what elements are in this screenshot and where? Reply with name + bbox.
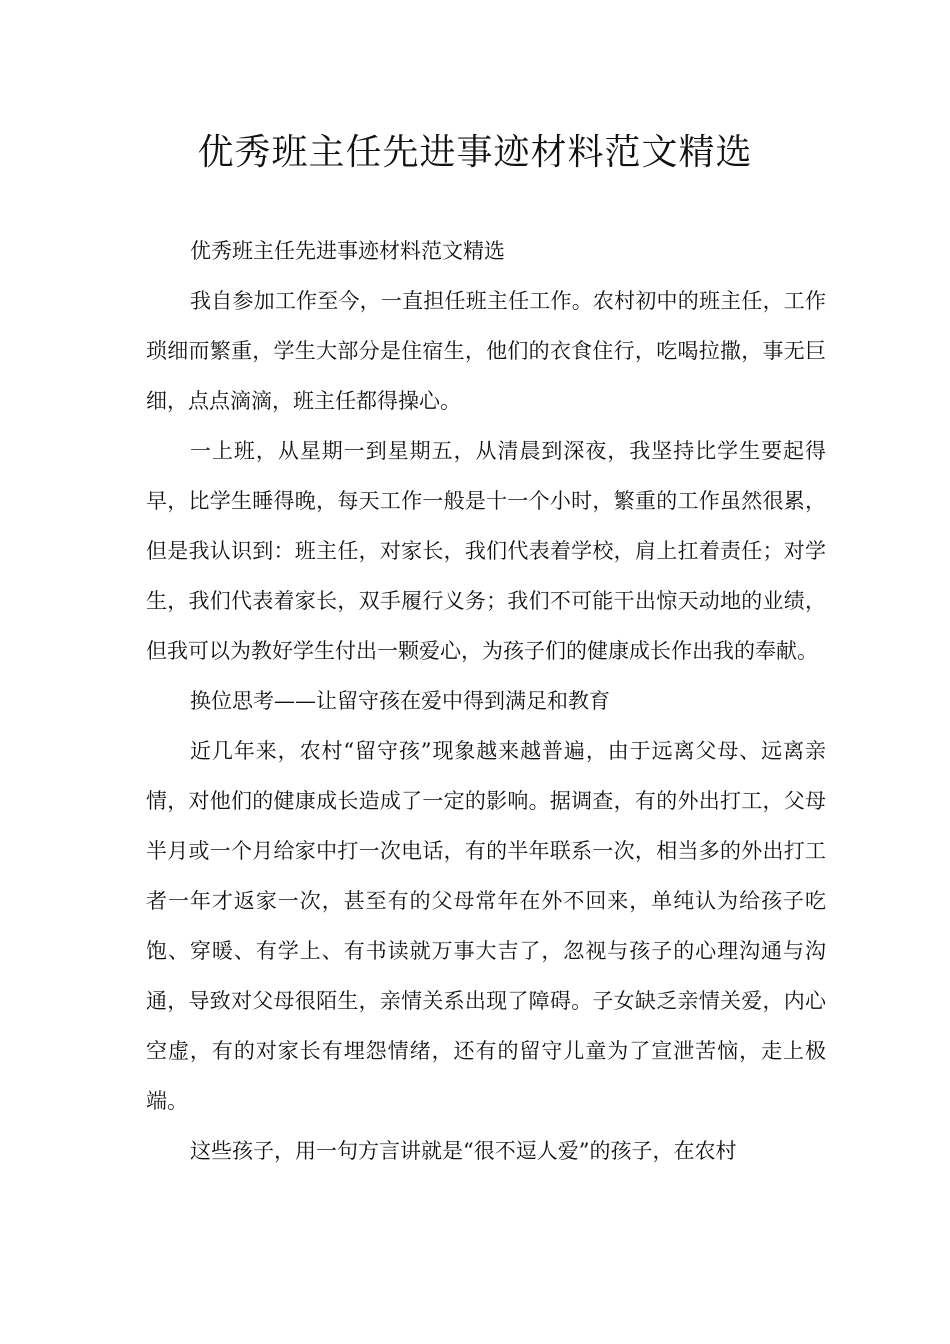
document-body (146, 226, 826, 1176)
paragraph-subtitle: 优秀班主任先进事迹材料范文精选 (190, 239, 505, 263)
paragraph: 一上班，从星期一到星期五，从清晨到深夜，我坚持比学生要起得早，比学生睡得晚，每天工作一般是十一个小时，繁重的工作虽然很累，但是我认识到：班主任，对家长，我们代表着学校，肩上扛着责任；对学生，我们代表着家长，双手履行义务；我们不可能干出惊天动地的业绩，但我可以为教好学生付出一颗爱心，为孩子们的健康成长作出我的奉献。 (146, 439, 826, 663)
paragraph: 我自参加工作至今，一直担任班主任工作。农村初中的班主任，工作琐细而繁重，学生大部分是住宿生，他们的衣食住行，吃喝拉撒，事无巨细，点点滴滴，班主任都得操心。 (146, 289, 826, 413)
document-title: 优秀班主任先进事迹材料范文精选 (197, 132, 753, 173)
paragraph-heading: 换位思考——让留守孩在爱中得到满足和教育 (190, 689, 610, 713)
paragraph: 近几年来，农村“留守孩”现象越来越普遍，由于远离父母、远离亲情，对他们的健康成长造成了一定的影响。据调查，有的外出打工，父母半月或一个月给家中打一次电话，有的半年联系一次，相当多的外出打工者一年才返家一次，甚至有的父母常年在外不回来，单纯认为给孩子吃饱、穿暖、有学上、有书读就万事大吉了，忽视与孩子的心理沟通与沟通，导致对父母很陌生，亲情关系出现了障碍。子女缺乏亲情关爱，内心空虚，有的对家长有埋怨情绪，还有的留守儿童为了宣泄苦恼，走上极端。 (146, 739, 826, 1113)
paragraph: 这些孩子，用一句方言讲就是“很不逗人爱”的孩子，在农村 (190, 1139, 737, 1163)
